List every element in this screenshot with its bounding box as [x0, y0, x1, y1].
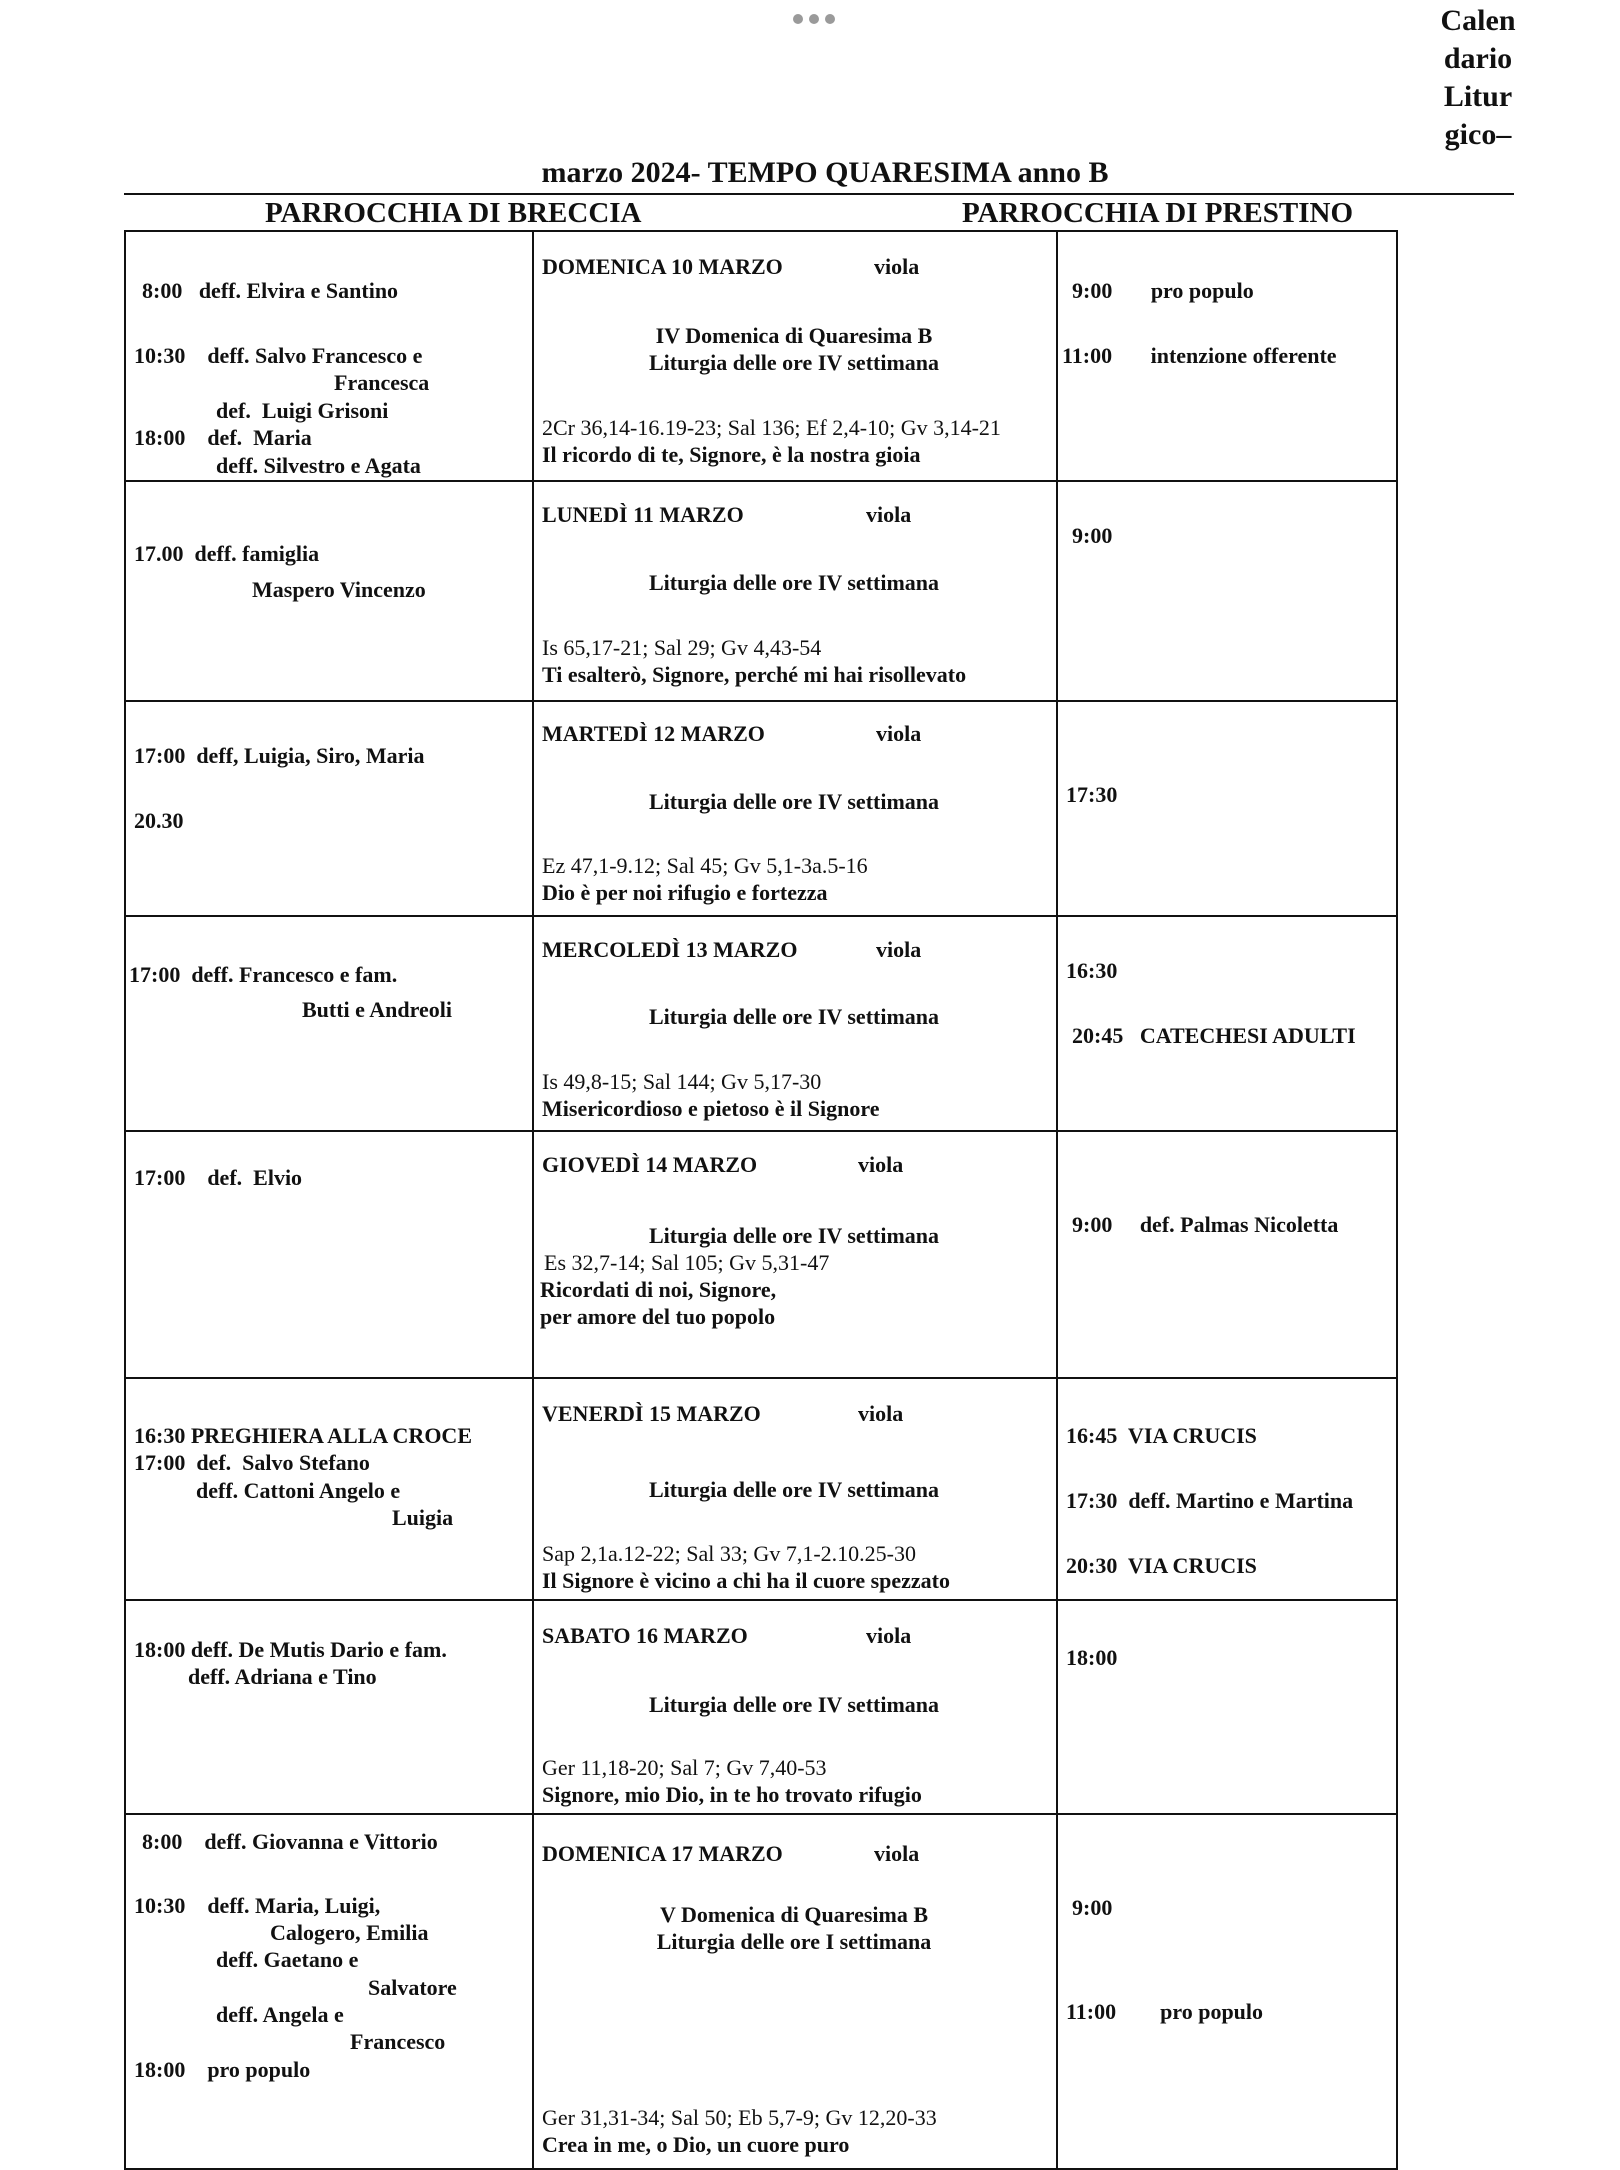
page-title: marzo 2024- TEMPO QUARESIMA anno B [541, 156, 1109, 189]
mass-entry: 17:00 def. Elvio [134, 1165, 303, 1190]
mass-entry: 11:00 intenzione offerente [1062, 343, 1337, 368]
psalm-response: Ti esalterò, Signore, perché mi hai risollevato [542, 662, 967, 687]
psalm-response: Il Signore è vicino a chi ha il cuore spezzato [542, 1568, 950, 1593]
mass-entry: 9:00 def. Palmas Nicoletta [1072, 1212, 1339, 1237]
prestino-cell [1057, 916, 1397, 1131]
mass-entry: 16:30 PREGHIERA ALLA CROCE [134, 1423, 472, 1448]
day-row [125, 481, 1397, 701]
day-row [125, 1131, 1397, 1378]
liturgical-color: viola [874, 254, 920, 279]
mass-entry: Francesco [350, 2029, 446, 2054]
liturgy-cell [533, 701, 1057, 916]
mass-entry: 17:00 deff. Francesco e fam. [129, 962, 398, 987]
breccia-cell [125, 1814, 533, 2169]
prestino-cell [1057, 231, 1397, 481]
readings: Ger 11,18-20; Sal 7; Gv 7,40-53 [542, 1755, 827, 1780]
day-row [125, 916, 1397, 1131]
breccia-cell [125, 1378, 533, 1600]
mass-entry: 20.30 [134, 808, 184, 833]
mass-entry: 18:00 deff. De Mutis Dario e fam. [134, 1637, 447, 1662]
day-row [125, 1814, 1397, 2169]
day-heading: DOMENICA 17 MARZO [542, 1841, 783, 1866]
psalm-response: Ricordati di noi, Signore, [540, 1277, 777, 1302]
calendar-table [124, 230, 1398, 2170]
mass-entry: 17:00 deff, Luigia, Siro, Maria [134, 743, 425, 768]
liturgy-note: Liturgia delle ore IV settimana [648, 570, 940, 595]
mass-entry: 20:30 VIA CRUCIS [1066, 1553, 1257, 1578]
mass-entry: 11:00 pro populo [1066, 1999, 1264, 2024]
mass-entry: Butti e Andreoli [302, 997, 452, 1022]
more-options-icon[interactable] [793, 14, 835, 24]
mass-entry: 17.00 deff. famiglia [134, 541, 320, 566]
mass-entry: 9:00 [1072, 1895, 1113, 1920]
liturgical-color: viola [866, 502, 912, 527]
day-heading: MERCOLEDÌ 13 MARZO [542, 937, 798, 962]
mass-entry: 10:30 deff. Maria, Luigi, [134, 1893, 381, 1918]
readings: Sap 2,1a.12-22; Sal 33; Gv 7,1-2.10.25-30 [542, 1541, 916, 1566]
mass-entry: 17:00 def. Salvo Stefano [134, 1450, 370, 1475]
mass-entry: deff. Angela e [216, 2002, 344, 2027]
mass-entry: Francesca [334, 370, 430, 395]
prestino-cell [1057, 481, 1397, 701]
liturgy-cell [533, 1131, 1057, 1378]
liturgy-note: V Domenica di Quaresima B [659, 1902, 929, 1927]
liturgy-note: Liturgia delle ore IV settimana [648, 1004, 940, 1029]
corner-line: Litur [1443, 80, 1513, 113]
mass-entry: deff. Silvestro e Agata [216, 453, 421, 478]
mass-entry: def. Luigi Grisoni [216, 398, 389, 423]
readings: Is 49,8-15; Sal 144; Gv 5,17-30 [542, 1069, 822, 1094]
mass-entry: 20:45 CATECHESI ADULTI [1072, 1023, 1356, 1048]
liturgy-cell [533, 1814, 1057, 2169]
day-heading: LUNEDÌ 11 MARZO [542, 502, 744, 527]
liturgy-cell [533, 1600, 1057, 1814]
mass-entry: Maspero Vincenzo [252, 577, 426, 602]
parish-left-heading: PARROCCHIA DI BRECCIA [265, 197, 642, 229]
liturgy-cell [533, 481, 1057, 701]
day-row [125, 1600, 1397, 1814]
readings: Ez 47,1-9.12; Sal 45; Gv 5,1-3a.5-16 [542, 853, 868, 878]
psalm-response: Il ricordo di te, Signore, è la nostra gioia [542, 442, 921, 467]
corner-line: dario [1443, 42, 1513, 75]
liturgy-cell [533, 231, 1057, 481]
prestino-cell [1057, 701, 1397, 916]
breccia-cell [125, 231, 533, 481]
liturgy-note: Liturgia delle ore I settimana [656, 1929, 932, 1954]
liturgical-color: viola [874, 1841, 920, 1866]
liturgy-cell [533, 1378, 1057, 1600]
liturgy-note: Liturgia delle ore IV settimana [648, 1477, 940, 1502]
mass-entry: Calogero, Emilia [270, 1920, 429, 1945]
liturgy-note: Liturgia delle ore IV settimana [648, 350, 940, 375]
breccia-cell [125, 1131, 533, 1378]
liturgical-color: viola [876, 721, 922, 746]
mass-entry: 8:00 deff. Elvira e Santino [142, 278, 399, 303]
psalm-response: Signore, mio Dio, in te ho trovato rifugio [542, 1782, 922, 1807]
readings: Es 32,7-14; Sal 105; Gv 5,31-47 [544, 1250, 830, 1275]
day-row [125, 701, 1397, 916]
mass-entry: 18:00 [1066, 1645, 1118, 1670]
prestino-cell [1057, 1814, 1397, 2169]
prestino-cell [1057, 1378, 1397, 1600]
mass-entry: 9:00 pro populo [1072, 278, 1254, 303]
mass-entry: 18:00 pro populo [134, 2057, 311, 2082]
mass-entry: 8:00 deff. Giovanna e Vittorio [142, 1829, 438, 1854]
title-divider [124, 193, 1514, 195]
breccia-cell [125, 1600, 533, 1814]
day-heading: SABATO 16 MARZO [542, 1623, 748, 1648]
liturgy-note: Liturgia delle ore IV settimana [648, 789, 940, 814]
mass-entry: 9:00 [1072, 523, 1113, 548]
mass-entry: 10:30 deff. Salvo Francesco e [134, 343, 423, 368]
day-row [125, 1378, 1397, 1600]
mass-entry: deff. Gaetano e [216, 1947, 359, 1972]
liturgical-color: viola [858, 1401, 904, 1426]
mass-entry: Salvatore [368, 1975, 457, 2000]
breccia-cell [125, 701, 533, 916]
mass-entry: 17:30 deff. Martino e Martina [1066, 1488, 1354, 1513]
prestino-cell [1057, 1131, 1397, 1378]
psalm-response: Misericordioso e pietoso è il Signore [542, 1096, 880, 1121]
breccia-cell [125, 481, 533, 701]
liturgy-note: Liturgia delle ore IV settimana [648, 1223, 940, 1248]
corner-line: gico– [1444, 118, 1512, 151]
liturgy-note: Liturgia delle ore IV settimana [648, 1692, 940, 1717]
mass-entry: 16:45 VIA CRUCIS [1066, 1423, 1257, 1448]
psalm-response: Dio è per noi rifugio e fortezza [542, 880, 828, 905]
readings: Ger 31,31-34; Sal 50; Eb 5,7-9; Gv 12,20-33 [542, 2105, 937, 2130]
day-row [125, 231, 1397, 481]
day-heading: MARTEDÌ 12 MARZO [542, 721, 765, 746]
mass-entry: 17:30 [1066, 782, 1118, 807]
mass-entry: 16:30 [1066, 958, 1118, 983]
psalm-response: Crea in me, o Dio, un cuore puro [542, 2132, 850, 2157]
day-heading: DOMENICA 10 MARZO [542, 254, 783, 279]
readings: 2Cr 36,14-16.19-23; Sal 136; Ef 2,4-10; Gv 3,14-21 [542, 415, 1001, 440]
liturgical-color: viola [876, 937, 922, 962]
day-heading: VENERDÌ 15 MARZO [542, 1401, 761, 1426]
corner-line: Calen [1440, 4, 1516, 37]
mass-entry: 18:00 def. Maria [134, 425, 312, 450]
mass-entry: deff. Adriana e Tino [188, 1664, 377, 1689]
liturgy-cell [533, 916, 1057, 1131]
mass-entry: deff. Cattoni Angelo e [196, 1478, 401, 1503]
liturgy-note: IV Domenica di Quaresima B [655, 323, 933, 348]
liturgical-color: viola [858, 1152, 904, 1177]
parish-right-heading: PARROCCHIA DI PRESTINO [962, 197, 1354, 229]
breccia-cell [125, 916, 533, 1131]
readings: Is 65,17-21; Sal 29; Gv 4,43-54 [542, 635, 822, 660]
mass-entry: Luigia [392, 1505, 454, 1530]
psalm-response: per amore del tuo popolo [540, 1304, 776, 1329]
prestino-cell [1057, 1600, 1397, 1814]
corner-label [1428, 2, 1528, 154]
liturgical-color: viola [866, 1623, 912, 1648]
day-heading: GIOVEDÌ 14 MARZO [542, 1152, 758, 1177]
